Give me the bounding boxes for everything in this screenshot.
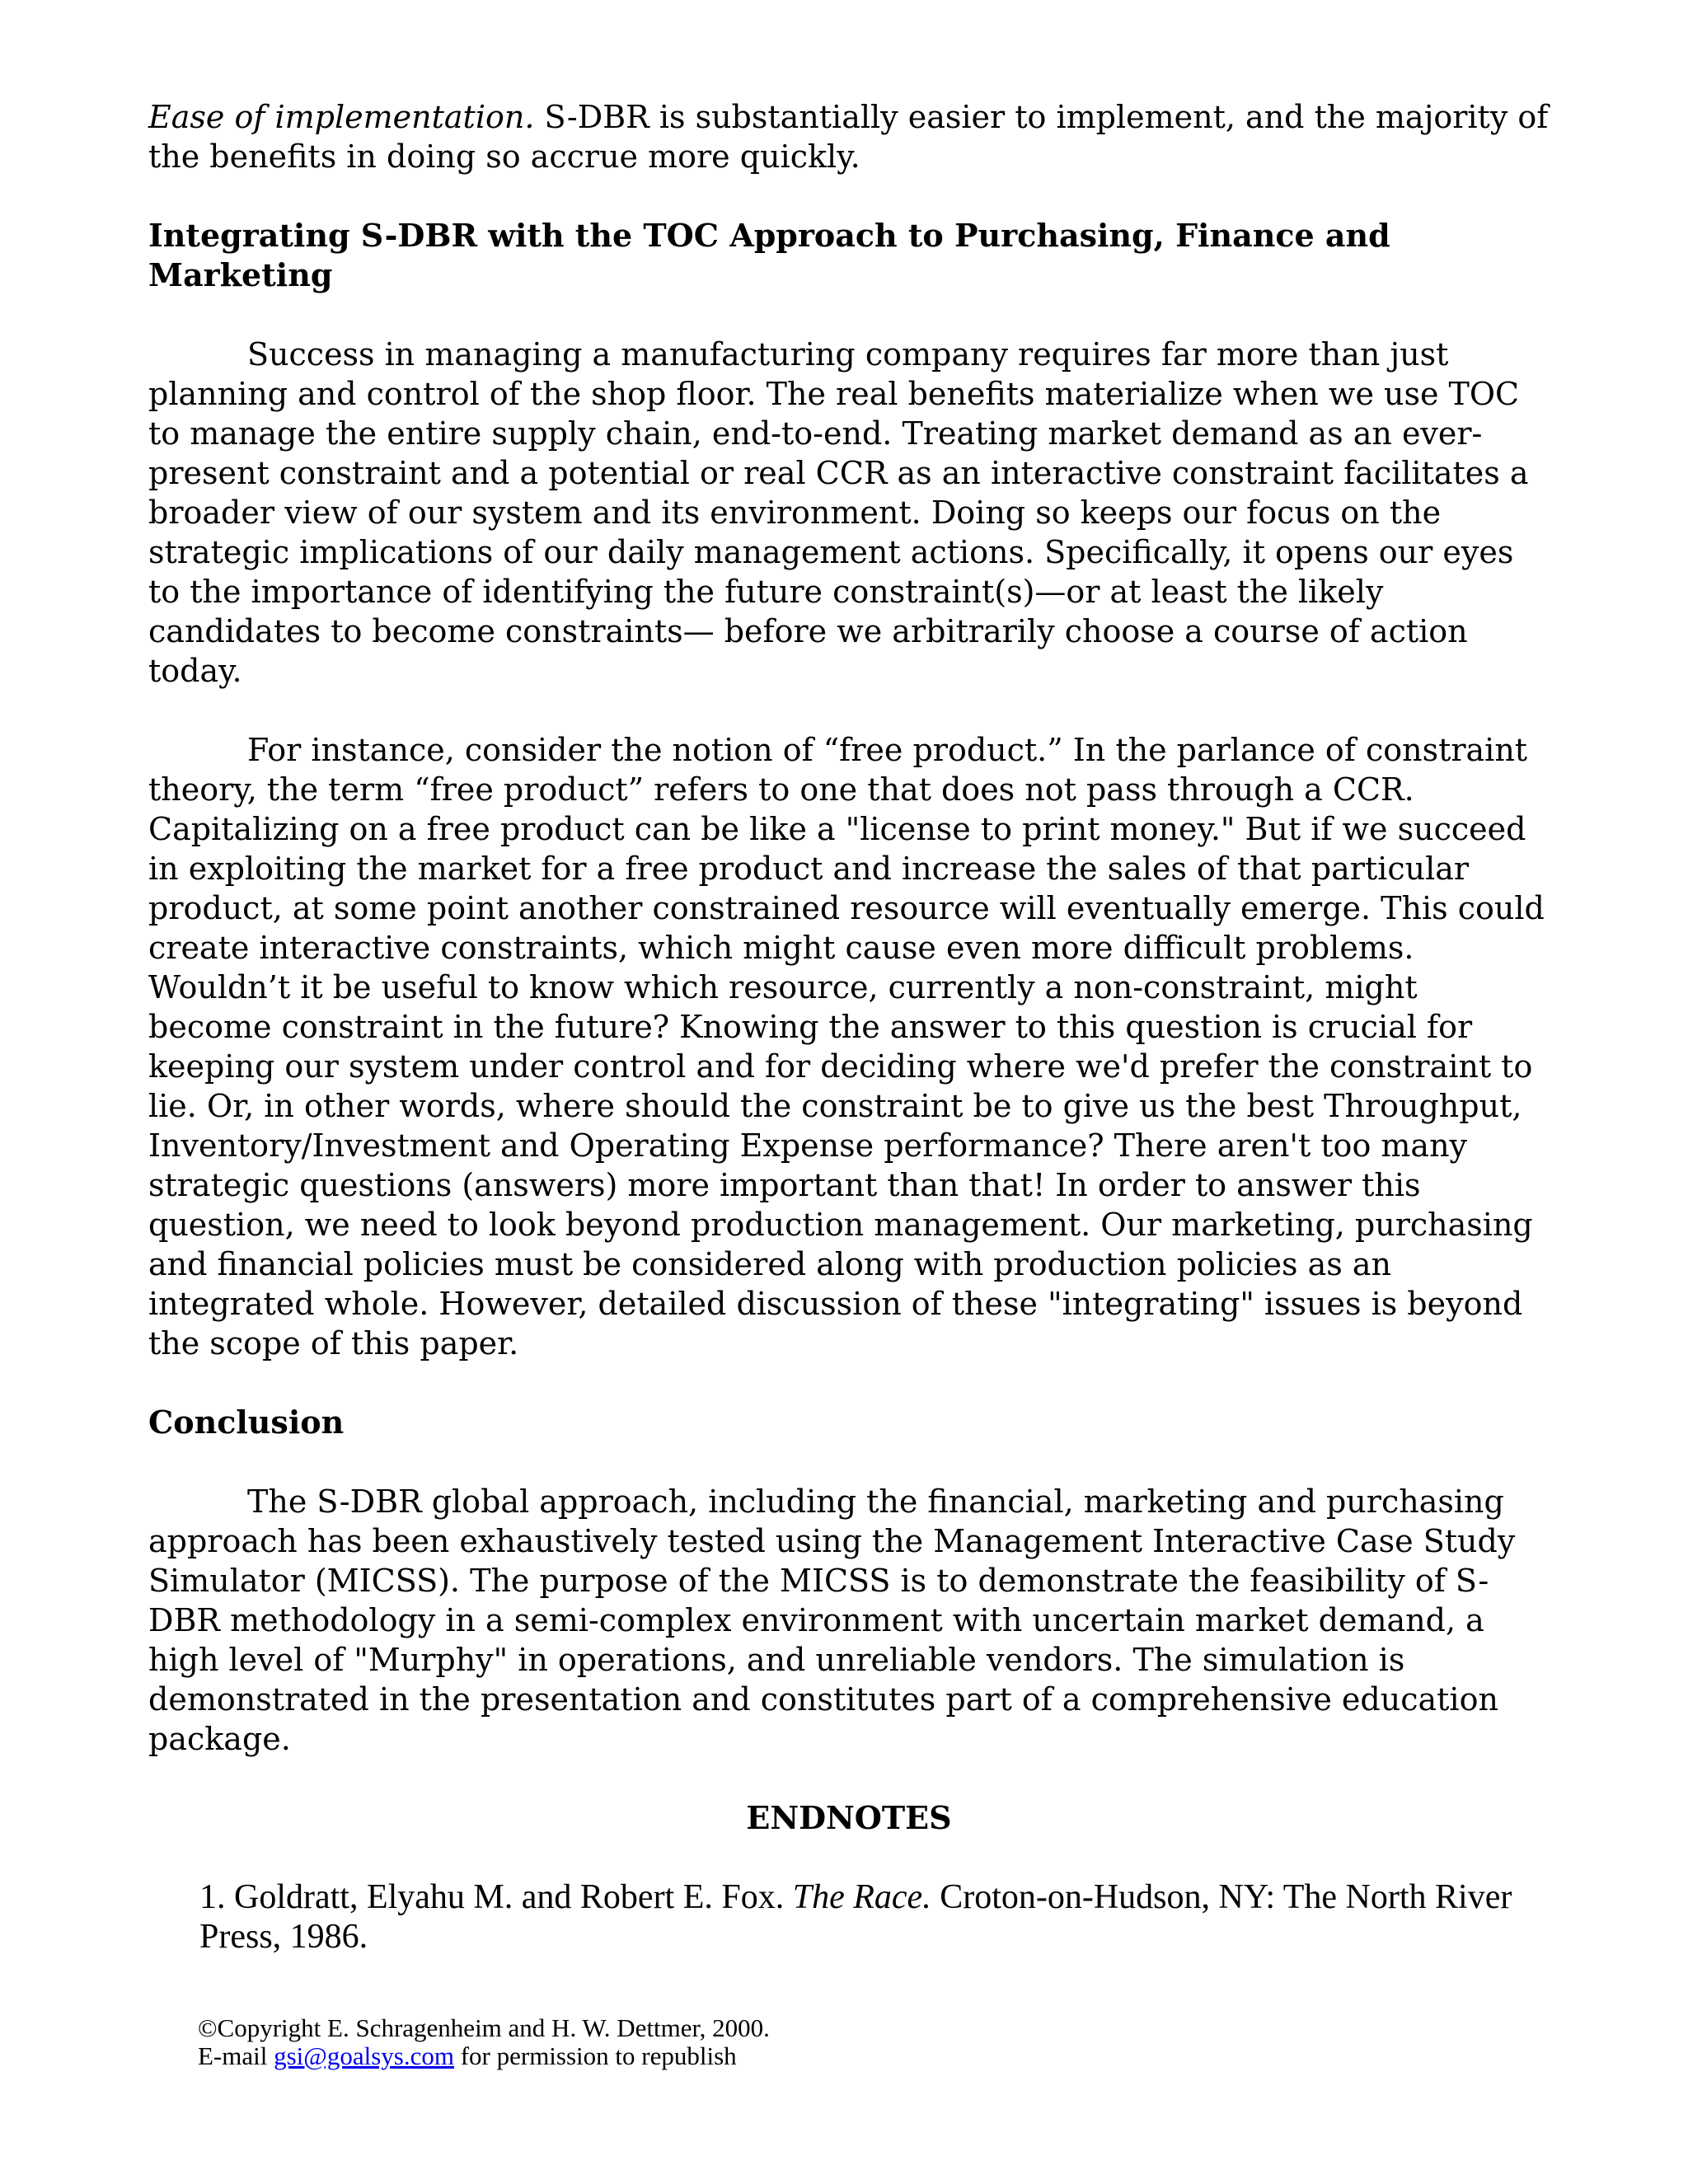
- intro-paragraph: [148, 97, 1550, 176]
- document-page: [148, 97, 1550, 1998]
- integrating-paragraph-2-text: For instance, consider the notion of “free product.” In the parlance of constraint theory, the term “free product” refers to one that does not pass through a CCR. Capitalizing on a free product can be like a "license to print money." But if we succeed in exploiting the market for a free product and increase the sales of that particular product, at some point another constrained resource will eventually emerge. This could create interactive constraints, which might cause even more difficult problems. Wouldn’t it be useful to know which resource, currently a non-constraint, might become constraint in the future? Knowing the answer to this question is crucial for keeping our system under control and for deciding where we'd prefer the constraint to lie. Or, in other words, where should the constraint be to give us the best Throughput, Inventory/Investment and Operating Expense performance? There aren't too many strategic questions (answers) more important than that! In order to answer this question, we need to look beyond production management. Our marketing, purchasing and financial policies must be considered along with production policies as an integrated whole. However, detailed discussion of these "integrating" issues is beyond the scope of this paper.: [148, 732, 1545, 1361]
- section-heading-integrating: Integrating S-DBR with the TOC Approach to Purchasing, Finance and Marketing: [148, 217, 1390, 293]
- section-heading-conclusion: Conclusion: [148, 1404, 345, 1441]
- email-prefix: E-mail: [198, 2041, 274, 2070]
- page-footer: [198, 2014, 770, 2070]
- intro-italic-lead: Ease of implementation.: [148, 99, 535, 135]
- endnotes-heading: ENDNOTES: [746, 1799, 952, 1836]
- conclusion-paragraph-text: The S-DBR global approach, including the financial, marketing and purchasing approach has been exhaustively tested using the Management Interactive Case Study Simulator (MICSS). The purpose of the MICSS is to demonstrate the feasibility of S-DBR methodology in a semi-complex environment with uncertain market demand, a high level of "Murphy" in operations, and unreliable vendors. The simulation is demonstrated in the presentation and constitutes part of a comprehensive education package.: [148, 1483, 1516, 1757]
- intro-text: S-DBR is substantially easier to implement, and the majority of the benefits in doing so accrue more quickly.: [148, 99, 1549, 175]
- email-link[interactable]: gsi@goalsys.com: [274, 2041, 454, 2070]
- email-line: [198, 2042, 770, 2070]
- conclusion-paragraph: [148, 1482, 1550, 1759]
- endnote-suffix: Croton-on-Hudson, NY: The North River Press, 1986.: [199, 1878, 1512, 1956]
- integrating-paragraph-2: [148, 730, 1550, 1363]
- copyright-line: ©Copyright E. Schragenheim and H. W. Dettmer, 2000.: [198, 2013, 770, 2042]
- endnote-prefix: 1. Goldratt, Elyahu M. and Robert E. Fox.: [199, 1878, 793, 1916]
- integrating-paragraph-1-text: Success in managing a manufacturing company requires far more than just planning and control of the shop floor. The real benefits materialize when we use TOC to manage the entire supply chain, end-to-end. Treating market demand as an ever-present constraint and a potential or real CCR as an interactive constraint facilitates a broader view of our system and its environment. Doing so keeps our focus on the strategic implications of our daily management actions. Specifically, it opens our eyes to the importance of identifying the future constraint(s)—or at least the likely candidates to become constraints— before we arbitrarily choose a course of action today.: [148, 336, 1529, 689]
- integrating-paragraph-1: [148, 335, 1550, 691]
- endnote-title: The Race.: [792, 1878, 931, 1916]
- endnote-item: [148, 1877, 1550, 1957]
- email-suffix: for permission to republish: [453, 2041, 737, 2070]
